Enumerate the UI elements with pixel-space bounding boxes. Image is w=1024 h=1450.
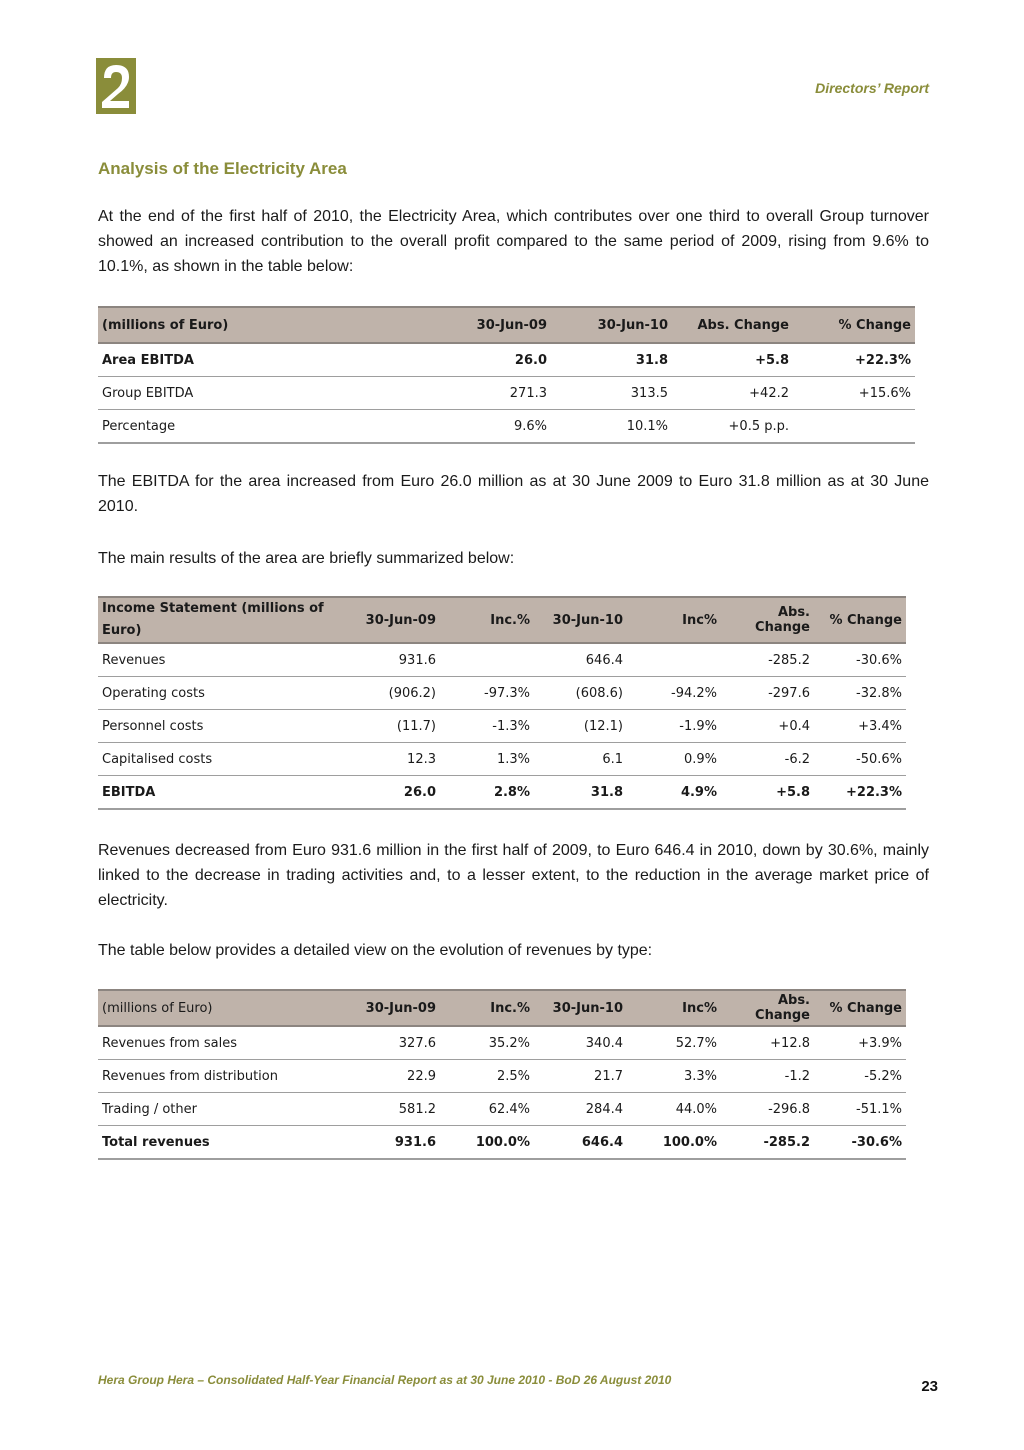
table-row [98,410,915,444]
table-cell [627,643,721,677]
table-header-row [98,307,915,343]
row-label: Percentage [98,410,427,444]
ebitda-table [98,306,915,444]
table-cell: 62.4% [440,1093,534,1126]
table-cell: 931.6 [343,1126,440,1160]
table-cell: -30.6% [814,1126,906,1160]
column-header: 30-Jun-09 [427,307,551,343]
paragraph-revenues: Revenues decreased from Euro 931.6 million in the first half of 2009, to Euro 646.4 in 2010, down by 30.6%, mainly linked to the decrease in trading activities and, to a lesser extent, to the reduction in the average market price of electricity. [98,842,929,909]
table-cell: 31.8 [551,343,672,377]
table-cell: -297.6 [721,677,814,710]
table-cell: -1.9% [627,710,721,743]
table-cell: +5.8 [721,776,814,810]
table-cell: 100.0% [440,1126,534,1160]
table-cell: 12.3 [343,743,440,776]
column-header: 30-Jun-10 [534,597,627,643]
table-cell: 646.4 [534,1126,627,1160]
table-cell: 44.0% [627,1093,721,1126]
column-header: 30-Jun-09 [343,597,440,643]
table-cell: -296.8 [721,1093,814,1126]
table-cell: 1.3% [440,743,534,776]
table-cell: 26.0 [343,776,440,810]
row-label: Revenues from sales [98,1026,343,1060]
table-cell: +0.4 [721,710,814,743]
table-row [98,710,906,743]
row-label: Revenues from distribution [98,1060,343,1093]
row-label: Group EBITDA [98,377,427,410]
table-cell: 327.6 [343,1026,440,1060]
row-label: EBITDA [98,776,343,810]
column-header: Inc% [627,990,721,1026]
table-header-row [98,990,906,1026]
paragraph-revenues-intro: The table below provides a detailed view on the evolution of revenues by type: [98,942,653,959]
table-cell: 21.7 [534,1060,627,1093]
table-cell: 3.3% [627,1060,721,1093]
table-row [98,776,906,810]
table-cell: 35.2% [440,1026,534,1060]
table-cell: (906.2) [343,677,440,710]
column-header: (millions of Euro) [98,307,427,343]
paragraph-ebitda: The EBITDA for the area increased from Euro 26.0 million as at 30 June 2009 to Euro 31.8 million as at 30 June 2010. [98,473,929,515]
table-cell: 6.1 [534,743,627,776]
table-cell: 581.2 [343,1093,440,1126]
table-row [98,743,906,776]
table-cell: -285.2 [721,643,814,677]
table-cell: 100.0% [627,1126,721,1160]
table-cell: 284.4 [534,1093,627,1126]
table-row [98,677,906,710]
table-cell [793,410,915,444]
table-cell: -94.2% [627,677,721,710]
table-cell: -50.6% [814,743,906,776]
table-cell: (608.6) [534,677,627,710]
row-label: Revenues [98,643,343,677]
footer-text: Hera Group Hera – Consolidated Half-Year Financial Report as at 30 June 2010 - BoD 26 August 2010 [98,1373,672,1387]
table-row [98,1093,906,1126]
row-label: Operating costs [98,677,343,710]
table-row [98,377,915,410]
table-cell: (11.7) [343,710,440,743]
table-cell: +22.3% [793,343,915,377]
table-cell: 52.7% [627,1026,721,1060]
table-cell: -5.2% [814,1060,906,1093]
table-row [98,1126,906,1160]
table-cell: 646.4 [534,643,627,677]
table-cell: 313.5 [551,377,672,410]
row-label: Total revenues [98,1126,343,1160]
table-header-row [98,597,906,643]
table-cell: +22.3% [814,776,906,810]
table-cell: -32.8% [814,677,906,710]
table-cell: -6.2 [721,743,814,776]
table-cell: 0.9% [627,743,721,776]
table-cell: +5.8 [672,343,793,377]
column-header: 30-Jun-09 [343,990,440,1026]
table-cell: (12.1) [534,710,627,743]
table-cell: 26.0 [427,343,551,377]
column-header: Abs. Change [721,990,814,1026]
table-cell: -97.3% [440,677,534,710]
table-row [98,343,915,377]
column-header: Income Statement (millions of Euro) [98,597,343,643]
table-cell: 22.9 [343,1060,440,1093]
table-cell: +15.6% [793,377,915,410]
table-cell: -51.1% [814,1093,906,1126]
row-label: Personnel costs [98,710,343,743]
table-cell: 340.4 [534,1026,627,1060]
number-2-logo-icon [96,58,136,114]
page-number: 23 [921,1378,938,1395]
table-cell: 9.6% [427,410,551,444]
row-label: Area EBITDA [98,343,427,377]
table-row [98,643,906,677]
column-header: % Change [814,990,906,1026]
column-header: % Change [793,307,915,343]
income-statement-table [98,596,906,810]
paragraph-summary-intro: The main results of the area are briefly summarized below: [98,550,515,567]
table-cell: 2.8% [440,776,534,810]
column-header: (millions of Euro) [98,990,343,1026]
table-cell: 931.6 [343,643,440,677]
table-cell: -1.2 [721,1060,814,1093]
section-title: Analysis of the Electricity Area [98,159,347,178]
table-cell: -285.2 [721,1126,814,1160]
column-header: % Change [814,597,906,643]
table-row [98,1026,906,1060]
table-cell: +0.5 p.p. [672,410,793,444]
table-cell: -30.6% [814,643,906,677]
table-cell: 2.5% [440,1060,534,1093]
column-header: Abs. Change [672,307,793,343]
column-header: Inc.% [440,597,534,643]
row-label: Capitalised costs [98,743,343,776]
table-row [98,1060,906,1093]
column-header: Inc.% [440,990,534,1026]
table-cell: 10.1% [551,410,672,444]
header-title: Directors’ Report [815,80,929,96]
row-label: Trading / other [98,1093,343,1126]
table-cell: +42.2 [672,377,793,410]
table-cell: +3.4% [814,710,906,743]
table-cell: +3.9% [814,1026,906,1060]
column-header: 30-Jun-10 [534,990,627,1026]
table-cell: -1.3% [440,710,534,743]
table-cell: 4.9% [627,776,721,810]
column-header: 30-Jun-10 [551,307,672,343]
table-cell: 271.3 [427,377,551,410]
table-cell [440,643,534,677]
table-cell: 31.8 [534,776,627,810]
column-header: Abs. Change [721,597,814,643]
column-header: Inc% [627,597,721,643]
table-cell: +12.8 [721,1026,814,1060]
paragraph-intro: At the end of the first half of 2010, the Electricity Area, which contributes over one third to overall Group turnover showed an increased contribution to the overall profit compared to the same period of 2009, rising from 9.6% to 10.1%, as shown in the table below: [98,208,929,275]
revenues-by-type-table [98,989,906,1160]
